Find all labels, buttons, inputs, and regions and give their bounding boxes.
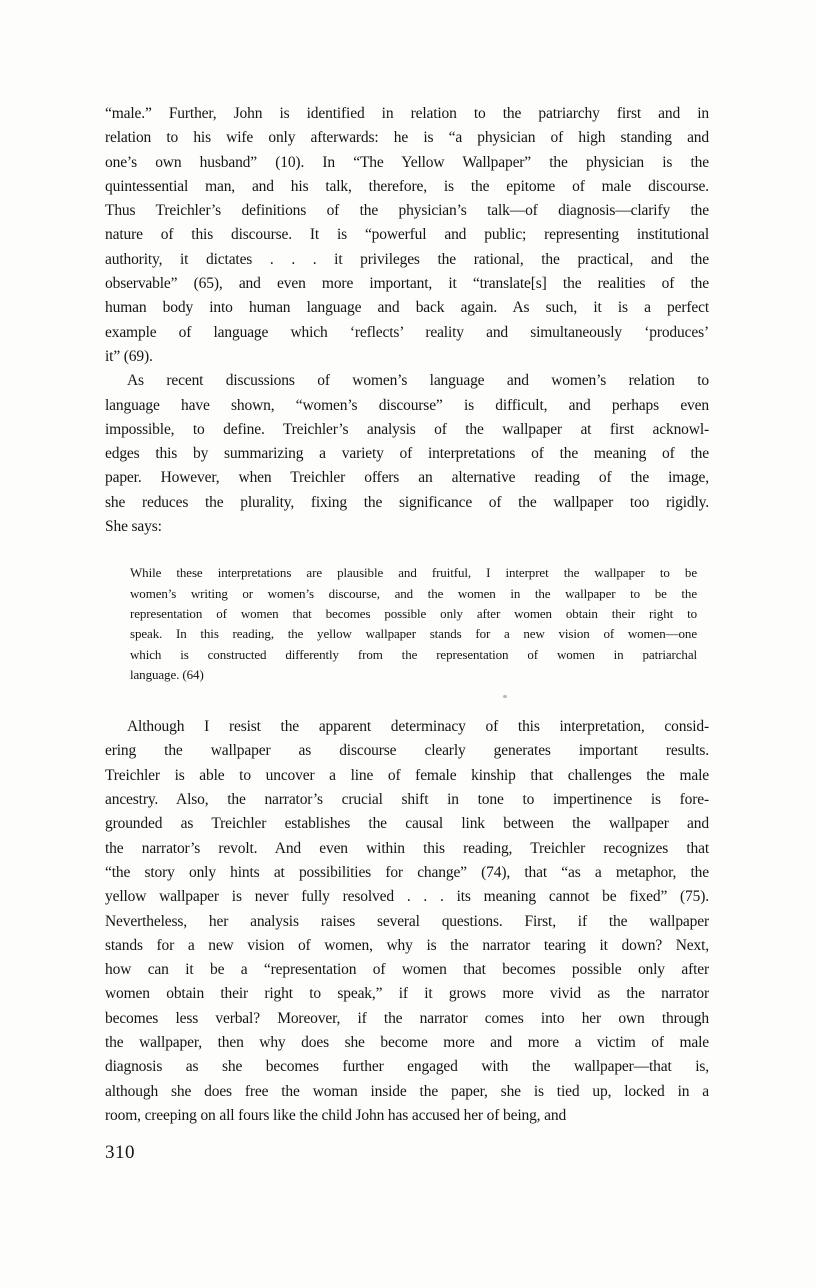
text-line: ering the wallpaper as discourse clearly generates important results. [105,742,709,760]
text-line: Although I resist the apparent determinacy of this interpretation, consid- [127,718,709,736]
text-line: language have shown, “women’s discourse” is difficult, and perhaps even [105,396,709,414]
text-line: example of language which ‘reflects’ reality and simultaneously ‘produces’ [105,323,709,341]
text-line: While these interpretations are plausible and fruitful, I interpret the wallpaper to be [130,565,697,581]
text-line: ancestry. Also, the narrator’s crucial shift in tone to impertinence is fore- [105,791,709,809]
paragraph-womens-language [105,369,709,539]
paragraph-continued [105,102,709,369]
text-line: she reduces the plurality, fixing the significance of the wallpaper too rigidly. [105,493,709,511]
text-line: impossible, to define. Treichler’s analysis of the wallpaper at first acknowl- [105,420,709,438]
text-line: yellow wallpaper is never fully resolved . . . its meaning cannot be fixed” (75). [105,888,709,906]
text-line: language. (64) [130,666,204,682]
text-line: the narrator’s revolt. And even within this reading, Treichler recognizes that [105,839,709,857]
text-line: nature of this discourse. It is “powerful and public; representing institutional [105,226,709,244]
text-line: edges this by summarizing a variety of interpretations of the meaning of the [105,445,709,463]
text-line: human body into human language and back again. As such, it is a perfect [105,299,709,317]
text-line: although she does free the woman inside the paper, she is tied up, locked in a [105,1082,709,1100]
text-line: women’s writing or women’s discourse, and the women in the wallpaper to be the [130,585,697,601]
text-line: observable” (65), and even more important, it “translate[s] the realities of the [105,275,709,293]
text-line: how can it be a “representation of women that becomes possible only after [105,961,709,979]
text-line: authority, it dictates . . . it privileges the rational, the practical, and the [105,250,709,268]
text-line: Thus Treichler’s definitions of the physician’s talk—of diagnosis—clarify the [105,202,709,220]
page-number: 310 [105,1142,135,1163]
text-line: Nevertheless, her analysis raises several questions. First, if the wallpaper [105,912,709,930]
text-line: becomes less verbal? Moreover, if the narrator comes into her own through [105,1009,709,1027]
text-line: As recent discussions of women’s language and women’s relation to [127,372,709,390]
text-line: grounded as Treichler establishes the causal link between the wallpaper and [105,815,709,833]
text-line: women obtain their right to speak,” if it grows more vivid as the narrator [105,985,709,1003]
text-line: it” (69). [105,347,153,365]
text-line: room, creeping on all fours like the child John has accused her of being, and [105,1106,567,1124]
text-line: She says: [105,518,162,536]
paragraph-analysis [105,715,709,1128]
text-line: quintessential man, and his talk, therefore, is the epitome of male discourse. [105,177,709,195]
text-line: speak. In this reading, the yellow wallpaper stands for a new vision of women—one [130,626,697,642]
text-line: stands for a new vision of women, why is the narrator tearing it down? Next, [105,936,709,954]
text-line: one’s own husband” (10). In “The Yellow Wallpaper” the physician is the [105,153,709,171]
text-line: “the story only hints at possibilities for change” (74), that “as a metaphor, the [105,863,709,881]
text-line: “male.” Further, John is identified in relation to the patriarchy first and in [105,105,709,122]
text-line: paper. However, when Treichler offers an alternative reading of the image, [105,469,709,487]
text-line: Treichler is able to uncover a line of female kinship that challenges the male [105,766,709,784]
text-line: the wallpaper, then why does she become more and more a victim of male [105,1033,709,1051]
text-line: diagnosis as she becomes further engaged with the wallpaper—that is, [105,1058,709,1076]
text-column [105,102,709,1128]
text-line: which is constructed differently from the representation of women in patriarchal [130,646,697,662]
treichler-blockquote [130,563,697,685]
scan-artifact-dot [503,695,507,698]
text-line: relation to his wife only afterwards: he is “a physician of high standing and [105,129,709,147]
text-line: representation of women that becomes possible only after women obtain their right to [130,605,697,621]
